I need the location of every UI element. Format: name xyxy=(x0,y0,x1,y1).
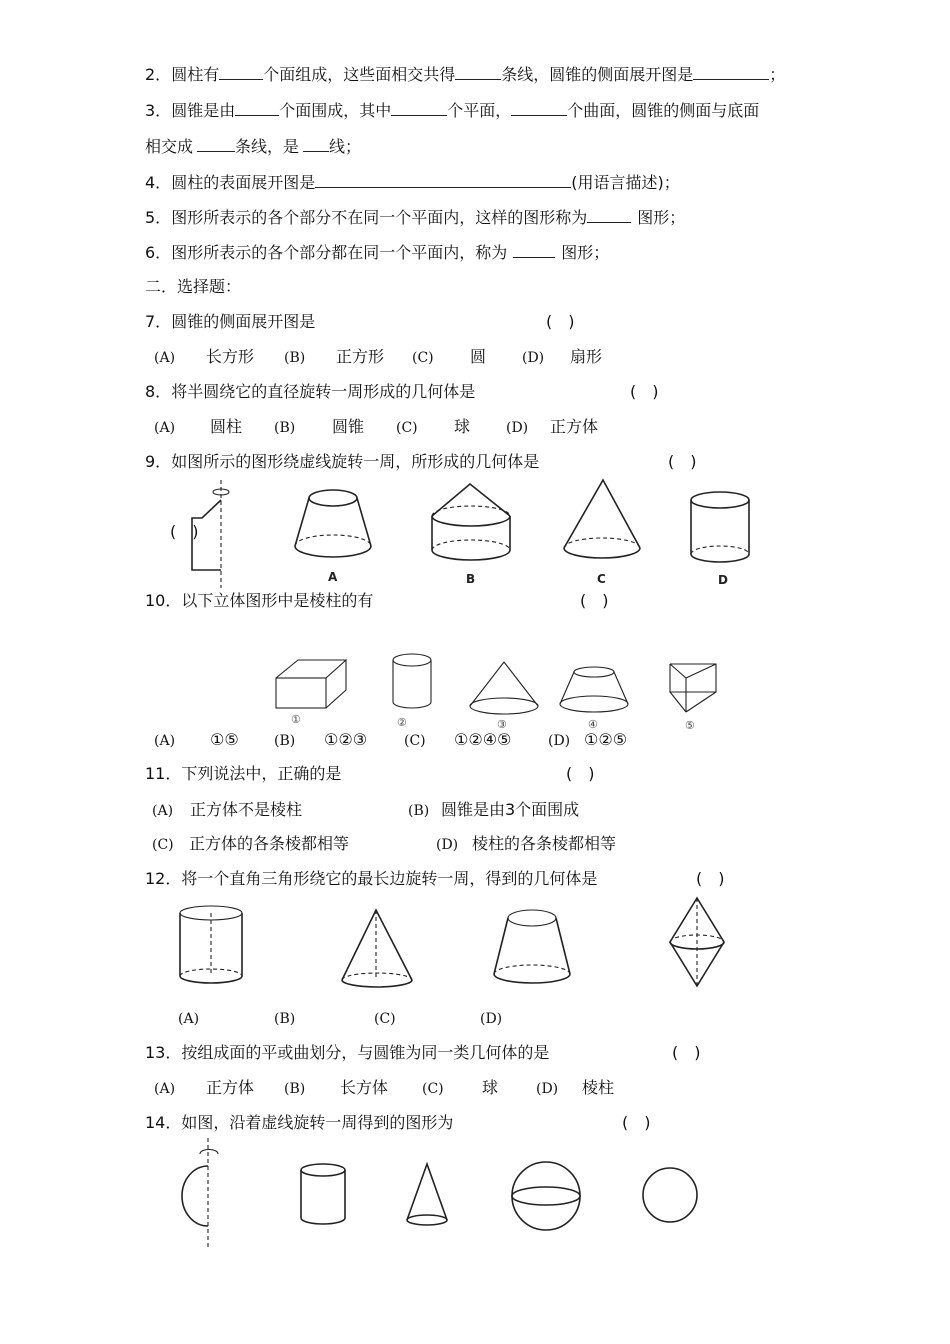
q3-blank-3[interactable] xyxy=(511,100,567,116)
q5-text: 图形； xyxy=(637,208,686,227)
option-key: (B) xyxy=(408,803,430,819)
q10-option-a-text: ①⑤ xyxy=(210,730,239,749)
question-3-cont xyxy=(145,136,361,157)
q13-option-d-text: 棱柱 xyxy=(582,1078,615,1097)
q2-blank-1[interactable] xyxy=(219,64,263,80)
q9-label-c: C xyxy=(597,572,606,586)
q7-option-c[interactable] xyxy=(412,347,434,368)
q11-number: 11． xyxy=(145,764,182,783)
q9-small-paren: ( ) xyxy=(170,522,199,541)
q2-text: ； xyxy=(769,65,786,84)
q6-text: 图形； xyxy=(561,243,610,262)
q11-option-c[interactable] xyxy=(152,834,174,855)
q10-text: 以下立体图形中是棱柱的有 xyxy=(181,591,374,610)
q10-figure-3-cone xyxy=(466,660,542,718)
q3-blank-4[interactable] xyxy=(197,136,235,152)
question-2 xyxy=(145,64,785,85)
q4-blank[interactable] xyxy=(315,172,571,188)
q9-text: 如图所示的图形绕虚线旋转一周，所形成的几何体是 xyxy=(171,452,540,471)
q12-label-c[interactable] xyxy=(374,1008,396,1029)
q10-number: 10． xyxy=(145,591,182,610)
q12-number: 12． xyxy=(145,869,182,888)
q13-option-a[interactable] xyxy=(154,1078,175,1099)
q13-option-d[interactable] xyxy=(536,1078,558,1099)
q13-option-a-text: 正方体 xyxy=(206,1078,255,1097)
question-7 xyxy=(145,312,315,332)
q11-answer-paren[interactable]: ( ) xyxy=(566,764,595,783)
q9-label-a: A xyxy=(328,570,338,584)
q3-text: 圆锥是由 xyxy=(171,101,236,120)
q12-option-b-figure xyxy=(338,908,416,992)
q12-label-d[interactable] xyxy=(480,1008,502,1029)
q11-option-b[interactable] xyxy=(408,800,429,821)
q3-text: 个曲面，圆锥的侧面与底面 xyxy=(567,101,760,120)
q9-label-d: D xyxy=(718,573,728,587)
q10-figure-2-cylinder xyxy=(390,652,434,712)
q9-label-b: B xyxy=(466,572,476,586)
question-4 xyxy=(145,172,680,193)
q8-option-b[interactable] xyxy=(274,417,295,438)
option-key: (D) xyxy=(536,1081,559,1097)
q6-text: 图形所表示的各个部分都在同一个平面内，称为 xyxy=(171,243,508,262)
option-key: (C) xyxy=(152,837,174,853)
q14-answer-paren[interactable]: ( ) xyxy=(622,1113,651,1132)
question-5 xyxy=(145,207,685,228)
rotated-shape xyxy=(192,500,221,570)
question-3 xyxy=(145,100,759,121)
q11-option-d-text: 棱柱的各条棱都相等 xyxy=(472,834,617,853)
q14-text: 如图，沿着虚线旋转一周得到的图形为 xyxy=(181,1113,454,1132)
q10-fig-num-2: ② xyxy=(397,716,407,729)
q7-option-b[interactable] xyxy=(284,347,305,368)
q8-option-c[interactable] xyxy=(396,417,418,438)
option-key: (C) xyxy=(422,1081,444,1097)
q10-option-b-text: ①②③ xyxy=(324,730,368,749)
q9-option-a-figure xyxy=(292,488,374,570)
option-key: (A) xyxy=(178,1011,200,1027)
q2-text: 条线，圆锥的侧面展开图是 xyxy=(501,65,694,84)
q9-option-d-figure xyxy=(688,490,752,574)
q7-option-c-text: 圆 xyxy=(470,347,487,366)
q10-fig-num-1: ① xyxy=(291,713,301,726)
q10-fig-num-3: ③ xyxy=(497,718,507,731)
q3-text: 相交成 xyxy=(145,137,194,156)
q8-number: 8． xyxy=(145,382,172,401)
q12-option-a-figure xyxy=(176,904,246,988)
option-key: (A) xyxy=(154,733,176,749)
q6-number: 6． xyxy=(145,243,172,262)
q11-option-d[interactable] xyxy=(436,834,458,855)
option-key: (D) xyxy=(436,837,459,853)
q14-figure-sphere xyxy=(508,1160,584,1232)
q12-text: 将一个直角三角形绕它的最长边旋转一周，得到的几何体是 xyxy=(181,869,598,888)
option-key: (D) xyxy=(522,350,545,366)
question-9 xyxy=(145,452,539,472)
option-key: (C) xyxy=(412,350,434,366)
question-6 xyxy=(145,242,609,263)
q3-blank-5[interactable] xyxy=(303,136,329,152)
option-key: (C) xyxy=(374,1011,396,1027)
option-key: (A) xyxy=(154,1081,176,1097)
q11-option-a-text: 正方体不是棱柱 xyxy=(190,800,303,819)
q7-text: 圆锥的侧面展开图是 xyxy=(171,312,316,331)
option-key: (D) xyxy=(480,1011,503,1027)
q12-label-b[interactable] xyxy=(274,1008,295,1029)
question-8 xyxy=(145,382,475,402)
q10-option-c-text: ①②④⑤ xyxy=(454,730,512,749)
q11-option-b-text: 圆锥是由3个面围成 xyxy=(441,800,580,819)
q10-answer-paren[interactable]: ( ) xyxy=(580,591,609,610)
q8-option-d-text: 正方体 xyxy=(550,417,599,436)
q4-text: 圆柱的表面展开图是 xyxy=(171,173,316,192)
option-key: (B) xyxy=(274,733,296,749)
q14-figure-circle xyxy=(640,1162,700,1228)
q2-text: 个面组成，这些面相交共得 xyxy=(263,65,456,84)
q12-option-c-figure xyxy=(490,906,574,990)
q3-blank-2[interactable] xyxy=(391,100,447,116)
q2-number: 2． xyxy=(145,65,172,84)
q7-number: 7． xyxy=(145,312,172,331)
q10-figure-1-cuboid xyxy=(274,658,350,710)
q12-label-a[interactable] xyxy=(178,1008,199,1029)
question-12 xyxy=(145,869,597,889)
q5-text: 图形所表示的各个部分不在同一个平面内，这样的图形称为 xyxy=(171,208,588,227)
q11-text: 下列说法中，正确的是 xyxy=(181,764,342,783)
q2-blank-2[interactable] xyxy=(455,64,501,80)
option-key: (C) xyxy=(396,420,418,436)
q13-option-b-text: 长方体 xyxy=(340,1078,389,1097)
question-11 xyxy=(145,764,341,784)
q8-answer-paren[interactable]: ( ) xyxy=(630,382,659,401)
question-14 xyxy=(145,1113,453,1133)
rotation-arrow-icon xyxy=(200,1150,218,1155)
q14-number: 14． xyxy=(145,1113,182,1132)
q9-number: 9． xyxy=(145,452,172,471)
q9-answer-paren[interactable]: ( ) xyxy=(668,452,697,471)
q9-source-figure xyxy=(180,478,240,590)
q14-source-figure xyxy=(178,1136,226,1250)
q3-text: 线； xyxy=(329,137,362,156)
q6-blank[interactable] xyxy=(513,242,555,258)
q13-text: 按组成面的平或曲划分，与圆锥为同一类几何体的是 xyxy=(181,1043,550,1062)
q10-option-c[interactable] xyxy=(404,730,426,751)
q14-figure-cone xyxy=(404,1160,450,1230)
q5-number: 5． xyxy=(145,208,172,227)
q8-option-d[interactable] xyxy=(506,417,528,438)
q10-figure-5-prism xyxy=(668,662,720,718)
q8-option-b-text: 圆锥 xyxy=(332,417,365,436)
q13-answer-paren[interactable]: ( ) xyxy=(672,1043,701,1062)
option-key: (D) xyxy=(548,733,571,749)
q7-option-a-text: 长方形 xyxy=(206,347,255,366)
option-key: (D) xyxy=(506,420,529,436)
q8-option-c-text: 球 xyxy=(454,417,471,436)
q10-option-a[interactable] xyxy=(154,730,175,751)
q12-answer-paren[interactable]: ( ) xyxy=(696,869,725,888)
q2-blank-3[interactable] xyxy=(693,64,769,80)
q3-number: 3． xyxy=(145,101,172,120)
q2-text: 圆柱有 xyxy=(171,65,220,84)
q11-option-a[interactable] xyxy=(152,800,173,821)
q8-option-a[interactable] xyxy=(154,417,175,438)
q8-text: 将半圆绕它的直径旋转一周形成的几何体是 xyxy=(171,382,476,401)
q10-option-d-text: ①②⑤ xyxy=(584,730,628,749)
option-key: (B) xyxy=(274,420,296,436)
option-key: (A) xyxy=(154,350,176,366)
question-10 xyxy=(145,591,373,611)
q7-option-d-text: 扇形 xyxy=(570,347,603,366)
q10-option-b[interactable] xyxy=(274,730,295,751)
q3-text: 条线，是 xyxy=(235,137,300,156)
q3-blank-1[interactable] xyxy=(235,100,279,116)
q9-option-b-figure xyxy=(430,480,512,572)
q10-option-d[interactable] xyxy=(548,730,570,751)
q8-option-a-text: 圆柱 xyxy=(210,417,243,436)
q9-option-c-figure xyxy=(560,478,644,570)
q7-option-a[interactable] xyxy=(154,347,175,368)
half-circle-shape xyxy=(182,1166,208,1226)
q13-option-c[interactable] xyxy=(422,1078,444,1099)
option-key: (A) xyxy=(154,420,176,436)
q13-number: 13． xyxy=(145,1043,182,1062)
q7-answer-paren[interactable]: ( ) xyxy=(546,312,575,331)
q3-text: 个面围成，其中 xyxy=(279,101,392,120)
q5-blank[interactable] xyxy=(587,207,631,223)
q13-option-b[interactable] xyxy=(284,1078,305,1099)
q13-option-c-text: 球 xyxy=(482,1078,499,1097)
option-key: (B) xyxy=(284,1081,306,1097)
q12-option-d-figure xyxy=(666,896,728,990)
q10-fig-num-4: ④ xyxy=(588,718,598,731)
q10-fig-num-5: ⑤ xyxy=(685,719,695,732)
q11-option-c-text: 正方体的各条棱都相等 xyxy=(189,834,350,853)
q4-text: (用语言描述)； xyxy=(571,173,680,192)
option-key: (A) xyxy=(152,803,174,819)
option-key: (C) xyxy=(404,733,426,749)
question-13 xyxy=(145,1043,549,1063)
q7-option-d[interactable] xyxy=(522,347,544,368)
q10-figure-4-frustum xyxy=(556,664,632,718)
q3-text: 个平面， xyxy=(447,101,512,120)
option-key: (B) xyxy=(274,1011,296,1027)
q14-figure-cylinder xyxy=(298,1162,348,1228)
q7-option-b-text: 正方形 xyxy=(336,347,385,366)
section-2-heading: 二．选择题： xyxy=(145,277,242,296)
q4-number: 4． xyxy=(145,173,172,192)
option-key: (B) xyxy=(284,350,306,366)
